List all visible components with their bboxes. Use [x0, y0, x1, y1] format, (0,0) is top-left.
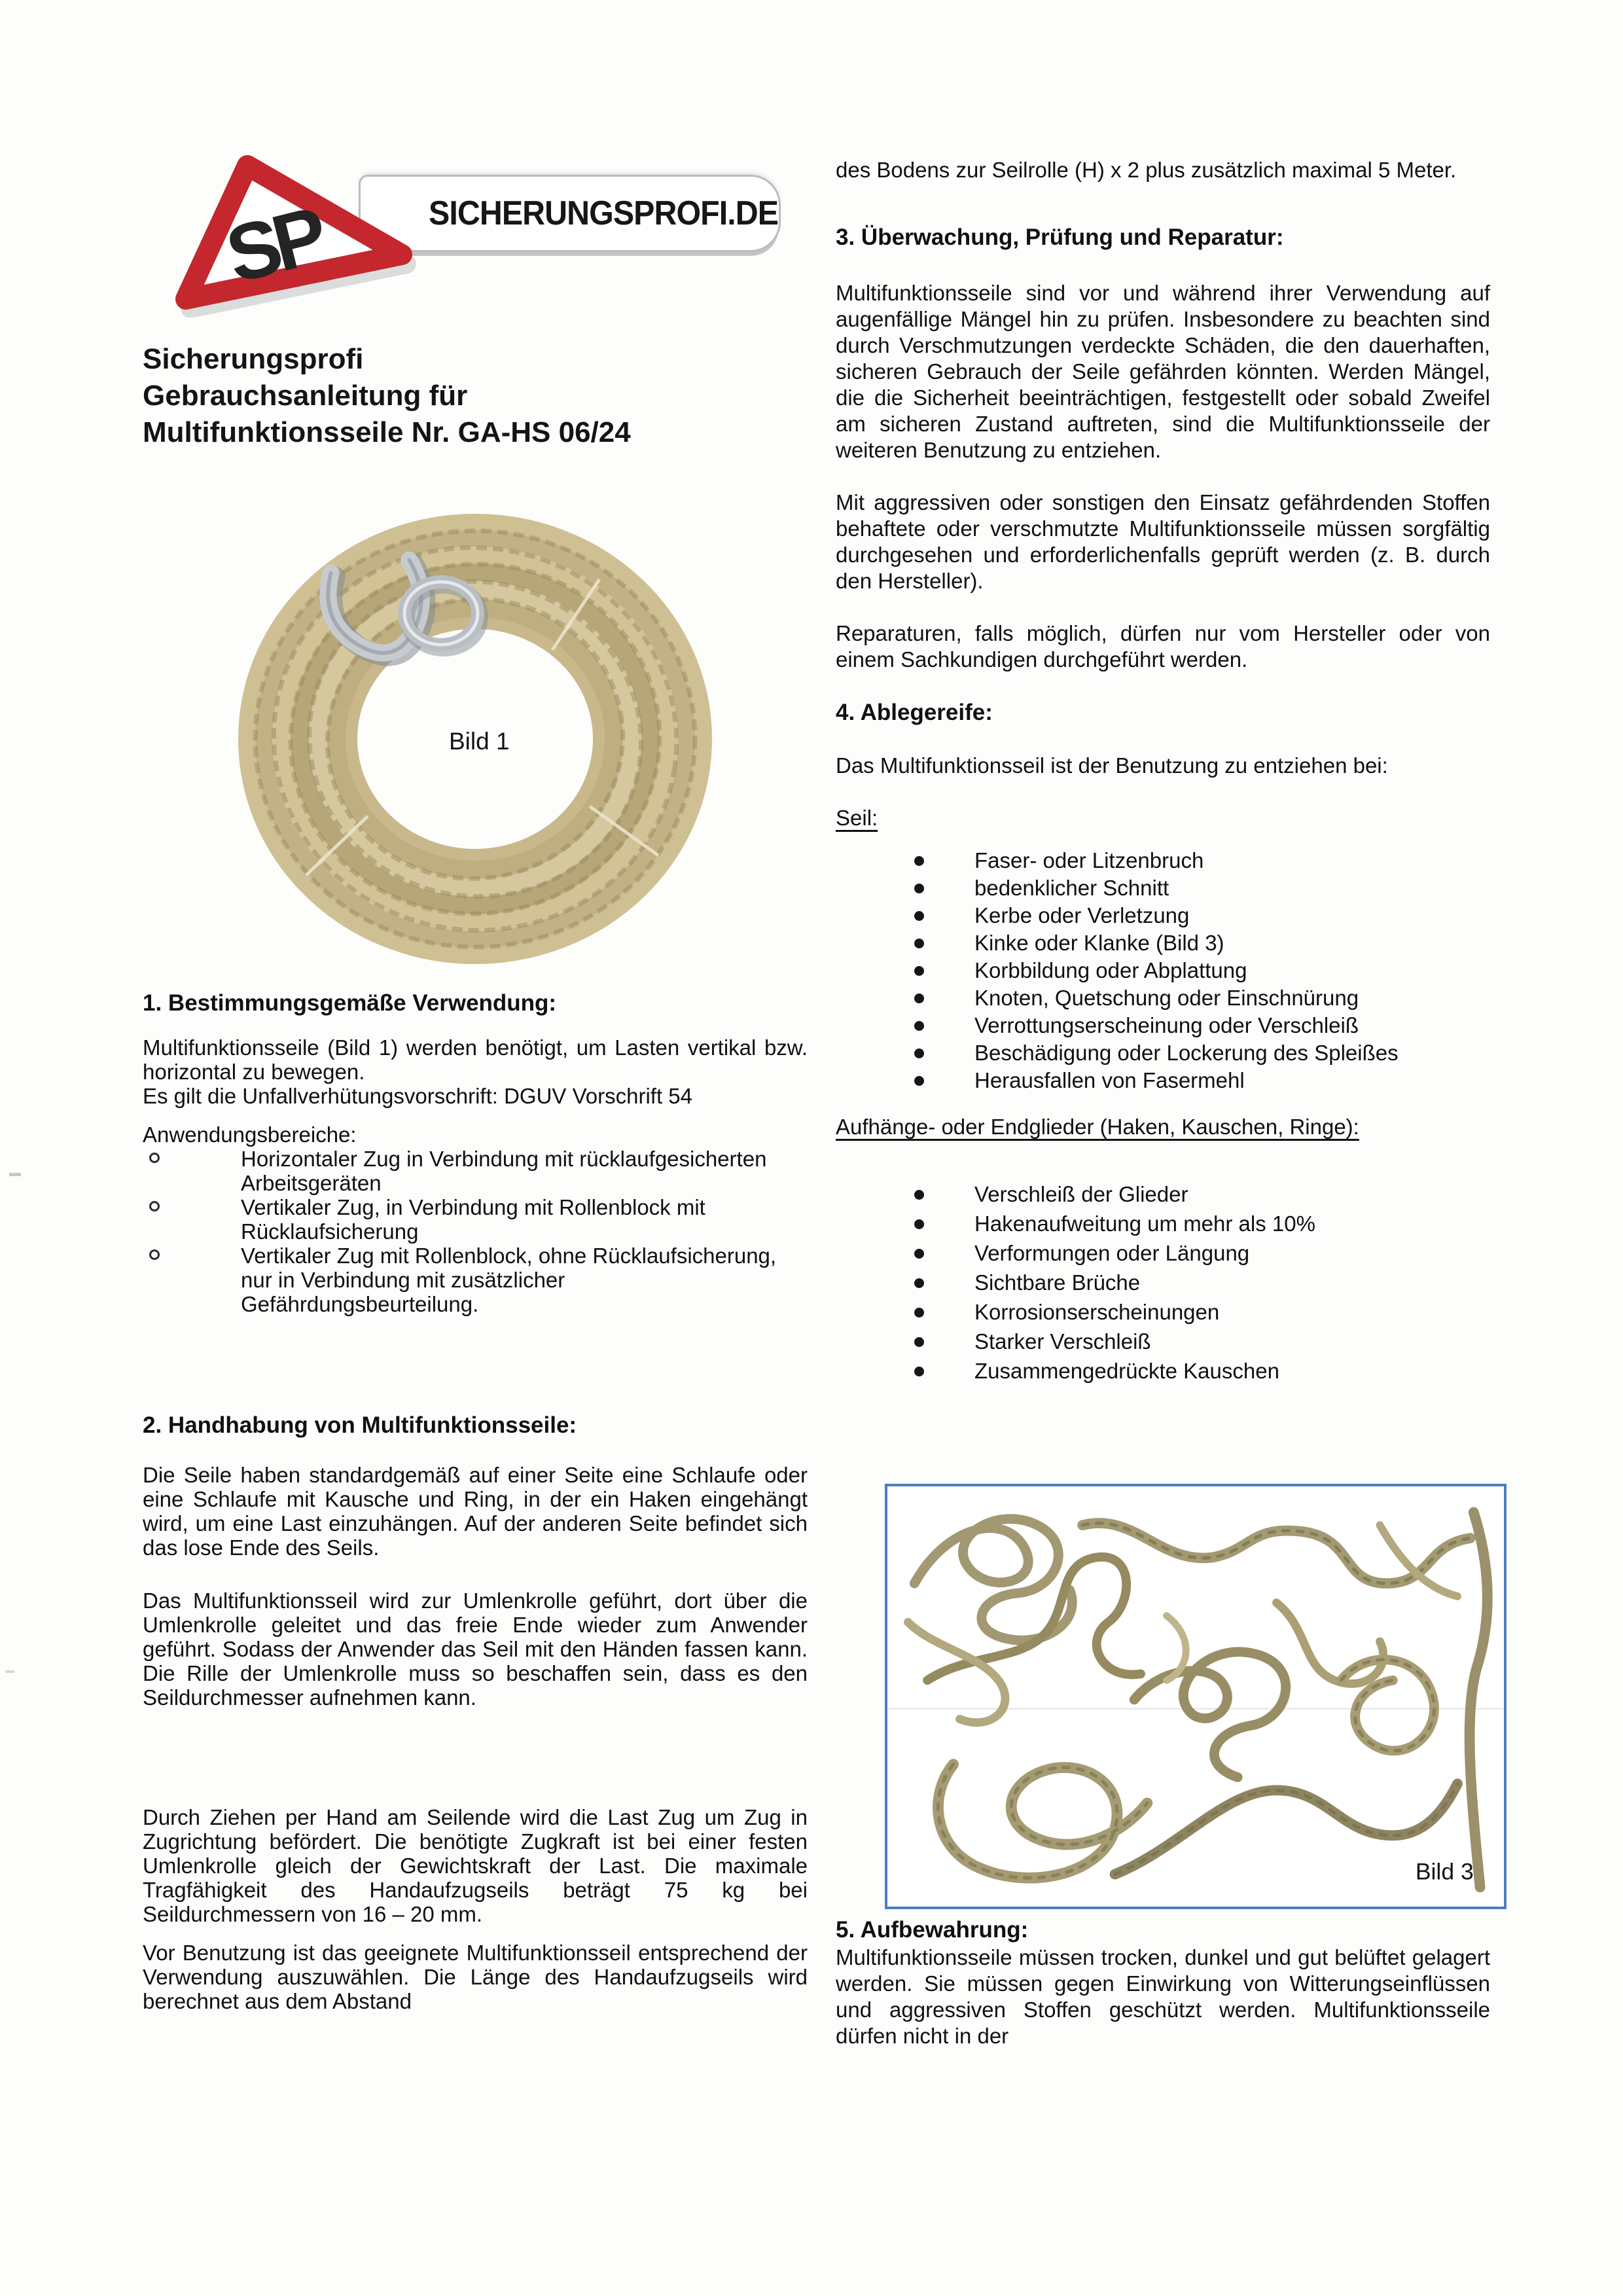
list-item-text: Kerbe oder Verletzung — [974, 903, 1190, 927]
list-item — [836, 929, 1490, 957]
section-3-heading: 3. Überwachung, Prüfung und Reparatur: — [836, 224, 1284, 250]
list-item — [143, 1147, 808, 1195]
bullet-icon — [914, 1076, 924, 1086]
section-2-paragraph: Vor Benutzung ist das geeignete Multifunktionsseil entsprechend der Verwendung auszuwählen. Die Länge des Handaufzugseils wird berechnet aus dem Abstand — [143, 1941, 808, 2013]
list-item — [836, 1297, 1490, 1327]
bullet-icon — [914, 1337, 924, 1347]
section-5-heading: 5. Aufbewahrung: — [836, 1917, 1029, 1943]
list-item-text: Herausfallen von Fasermehl — [974, 1068, 1245, 1092]
section-1-paragraph: Es gilt die Unfallverhütungsvorschrift: DGUV Vorschrift 54 — [143, 1084, 693, 1108]
list-item-text: Starker Verschleiß — [974, 1329, 1151, 1354]
list-item — [836, 874, 1490, 902]
list-item-text: Korbbildung oder Abplattung — [974, 958, 1247, 982]
list-item-text: Knoten, Quetschung oder Einschnürung — [974, 986, 1359, 1010]
bild1-figure — [143, 509, 808, 970]
bullet-icon — [914, 911, 924, 921]
endglieder-defect-list — [836, 1179, 1490, 1386]
seil-label: Seil: — [836, 806, 878, 830]
bullet-icon — [914, 1049, 924, 1058]
title-line: Gebrauchsanleitung für — [143, 380, 468, 412]
right-column — [836, 157, 1490, 2049]
bullet-icon — [914, 1367, 924, 1376]
bullet-icon — [914, 1308, 924, 1318]
section-4-intro: Das Multifunktionsseil ist der Benutzung zu entziehen bei: — [836, 753, 1388, 778]
list-item-text: Beschädigung oder Lockerung des Spleißes — [974, 1041, 1399, 1065]
section-2-heading: 2. Handhabung von Multifunktionsseile: — [143, 1412, 577, 1438]
list-item-text: Korrosionserscheinungen — [974, 1300, 1220, 1324]
bullet-icon — [914, 1190, 924, 1200]
list-item — [836, 1209, 1490, 1238]
anwendungsbereiche-list — [143, 1147, 808, 1316]
scan-artifact — [9, 1173, 21, 1176]
bullet-icon — [914, 1021, 924, 1031]
section-3-paragraph: Mit aggressiven oder sonstigen den Einsatz gefährdenden Stoffen behaftete oder verschmutzte Multifunktionsseile müssen sorgfältig durchgesehen und erforderlichenfalls geprüft werden (z. B. durch den Hersteller). — [836, 490, 1490, 593]
list-item-text: Sichtbare Brüche — [974, 1270, 1141, 1295]
endglieder-label: Aufhänge- oder Endglieder (Haken, Kauschen, Ringe): — [836, 1115, 1359, 1139]
section-2-paragraph: Durch Ziehen per Hand am Seilende wird die Last Zug um Zug in Zugrichtung befördert. Die benötigte Zugkraft ist bei einer festen Umlenkrolle gleich der Gewichtskraft der Last. Die maximale Tragfähigkeit des Handaufzugseils beträgt 75 kg bei Seildurchmessern von 16 – 20 mm. — [143, 1805, 808, 1926]
list-item — [836, 902, 1490, 929]
tangled-rope-strands — [889, 1513, 1503, 1888]
continuation-paragraph: des Bodens zur Seilrolle (H) x 2 plus zusätzlich maximal 5 Meter. — [836, 158, 1457, 182]
section-1-paragraph: Multifunktionsseile (Bild 1) werden benötigt, um Lasten vertikal bzw. horizontal zu bewegen. — [143, 1035, 808, 1084]
bullet-icon — [914, 939, 924, 948]
section-2-paragraph: Das Multifunktionsseil wird zur Umlenkrolle geführt, dort über die Umlenkrolle geleitet und das freie Ende wieder zum Anwender geführt. Sodass der Anwender das Seil mit den Händen fassen kann. Die Rille der Umlenkrolle muss so beschaffen sein, dass es den Seildurchmesser aufnehmen kann. — [143, 1588, 808, 1710]
bullet-icon — [914, 1219, 924, 1229]
list-item-text: Kinke oder Klanke (Bild 3) — [974, 931, 1224, 955]
logo-brand-text: SICHERUNGSPROFI.DE — [429, 194, 779, 232]
list-item-text: Vertikaler Zug, in Verbindung mit Rollenblock mit Rücklaufsicherung — [241, 1195, 705, 1244]
bullet-icon — [914, 1249, 924, 1259]
section-2-paragraph: Die Seile haben standardgemäß auf einer Seite eine Schlaufe oder eine Schlaufe mit Kausche und Ring, in der ein Haken eingehängt wird, um eine Last einzuhängen. Auf der anderen Seite befindet sich das lose Ende des Seils. — [143, 1463, 808, 1560]
list-item — [143, 1195, 808, 1244]
list-item — [836, 1039, 1490, 1067]
list-item-text: Verformungen oder Längung — [974, 1241, 1250, 1265]
list-item-text: Vertikaler Zug mit Rollenblock, ohne Rücklaufsicherung, nur in Verbindung mit zusätzlicher Gefährdungsbeurteilung. — [241, 1244, 777, 1316]
list-item-text: Horizontaler Zug in Verbindung mit rücklaufgesicherten Arbeitsgeräten — [241, 1147, 767, 1195]
list-item — [836, 847, 1490, 874]
left-column — [143, 154, 808, 2013]
bullet-icon — [914, 856, 924, 866]
circle-bullet-icon — [149, 1153, 160, 1163]
list-item — [836, 957, 1490, 984]
seil-defect-list — [836, 847, 1490, 1094]
list-item — [836, 1238, 1490, 1268]
list-item — [836, 1067, 1490, 1094]
scan-artifact — [5, 1670, 14, 1673]
list-item — [836, 1327, 1490, 1356]
section-3-paragraph: Multifunktionsseile sind vor und während ihrer Verwendung auf augenfällige Mängel hin zu prüfen. Insbesondere zu beachten sind durch Verschmutzungen verdeckte Schäden, die den dauerhaften, sicheren Gebrauch der Seile gefährden könnten. Werden Mängel, die die Sicherheit beeinträchtigen, festgestellt oder sobald Zweifel am sicheren Zustand auftreten, sind die Multifunktionsseile der weiteren Benutzung zu entziehen. — [836, 281, 1490, 462]
list-item — [836, 984, 1490, 1012]
list-item — [143, 1244, 808, 1316]
logo — [143, 154, 808, 317]
list-item-text: bedenklicher Schnitt — [974, 876, 1169, 900]
section-1-heading: 1. Bestimmungsgemäße Verwendung: — [143, 990, 557, 1016]
tangled-rope-image — [885, 1484, 1507, 1909]
sp-triangle-icon — [161, 154, 423, 317]
bild3-caption: Bild 3 — [1415, 1858, 1474, 1885]
list-item-text: Zusammengedrückte Kauschen — [974, 1359, 1279, 1383]
bullet-icon — [914, 966, 924, 976]
section-4-heading: 4. Ablegereife: — [836, 700, 993, 725]
section-3-paragraph: Reparaturen, falls möglich, dürfen nur vom Hersteller oder von einem Sachkundigen durchgeführt werden. — [836, 621, 1490, 672]
list-item-text: Verrottungserscheinung oder Verschleiß — [974, 1013, 1359, 1037]
bild3-figure — [885, 1484, 1512, 1909]
circle-bullet-icon — [149, 1249, 160, 1260]
title-line: Multifunktionsseile Nr. GA-HS 06/24 — [143, 416, 631, 448]
list-item — [836, 1356, 1490, 1386]
list-item-text: Hakenaufweitung um mehr als 10% — [974, 1211, 1315, 1236]
bullet-icon — [914, 884, 924, 893]
page-title — [143, 341, 808, 451]
list-item — [836, 1012, 1490, 1039]
title-line: Sicherungsprofi — [143, 343, 364, 375]
bullet-icon — [914, 1278, 924, 1288]
bullet-icon — [914, 994, 924, 1003]
list-item-text: Faser- oder Litzenbruch — [974, 848, 1204, 872]
list-item — [836, 1179, 1490, 1209]
list-item-text: Verschleiß der Glieder — [974, 1182, 1188, 1206]
list-item — [836, 1268, 1490, 1297]
bild1-caption: Bild 1 — [449, 728, 510, 755]
circle-bullet-icon — [149, 1201, 160, 1211]
rope-coil-image — [233, 509, 717, 970]
section-5-paragraph: Multifunktionsseile müssen trocken, dunkel und gut belüftet gelagert werden. Sie müssen gegen Einwirkung von Witterungseinflüssen und aggressiven Stoffen geschützt werden. Multifunktionsseile dürfen nicht in der — [836, 1945, 1490, 2048]
anwendungsbereiche-label: Anwendungsbereiche: — [143, 1122, 357, 1147]
logo-monogram: SP — [217, 190, 330, 300]
